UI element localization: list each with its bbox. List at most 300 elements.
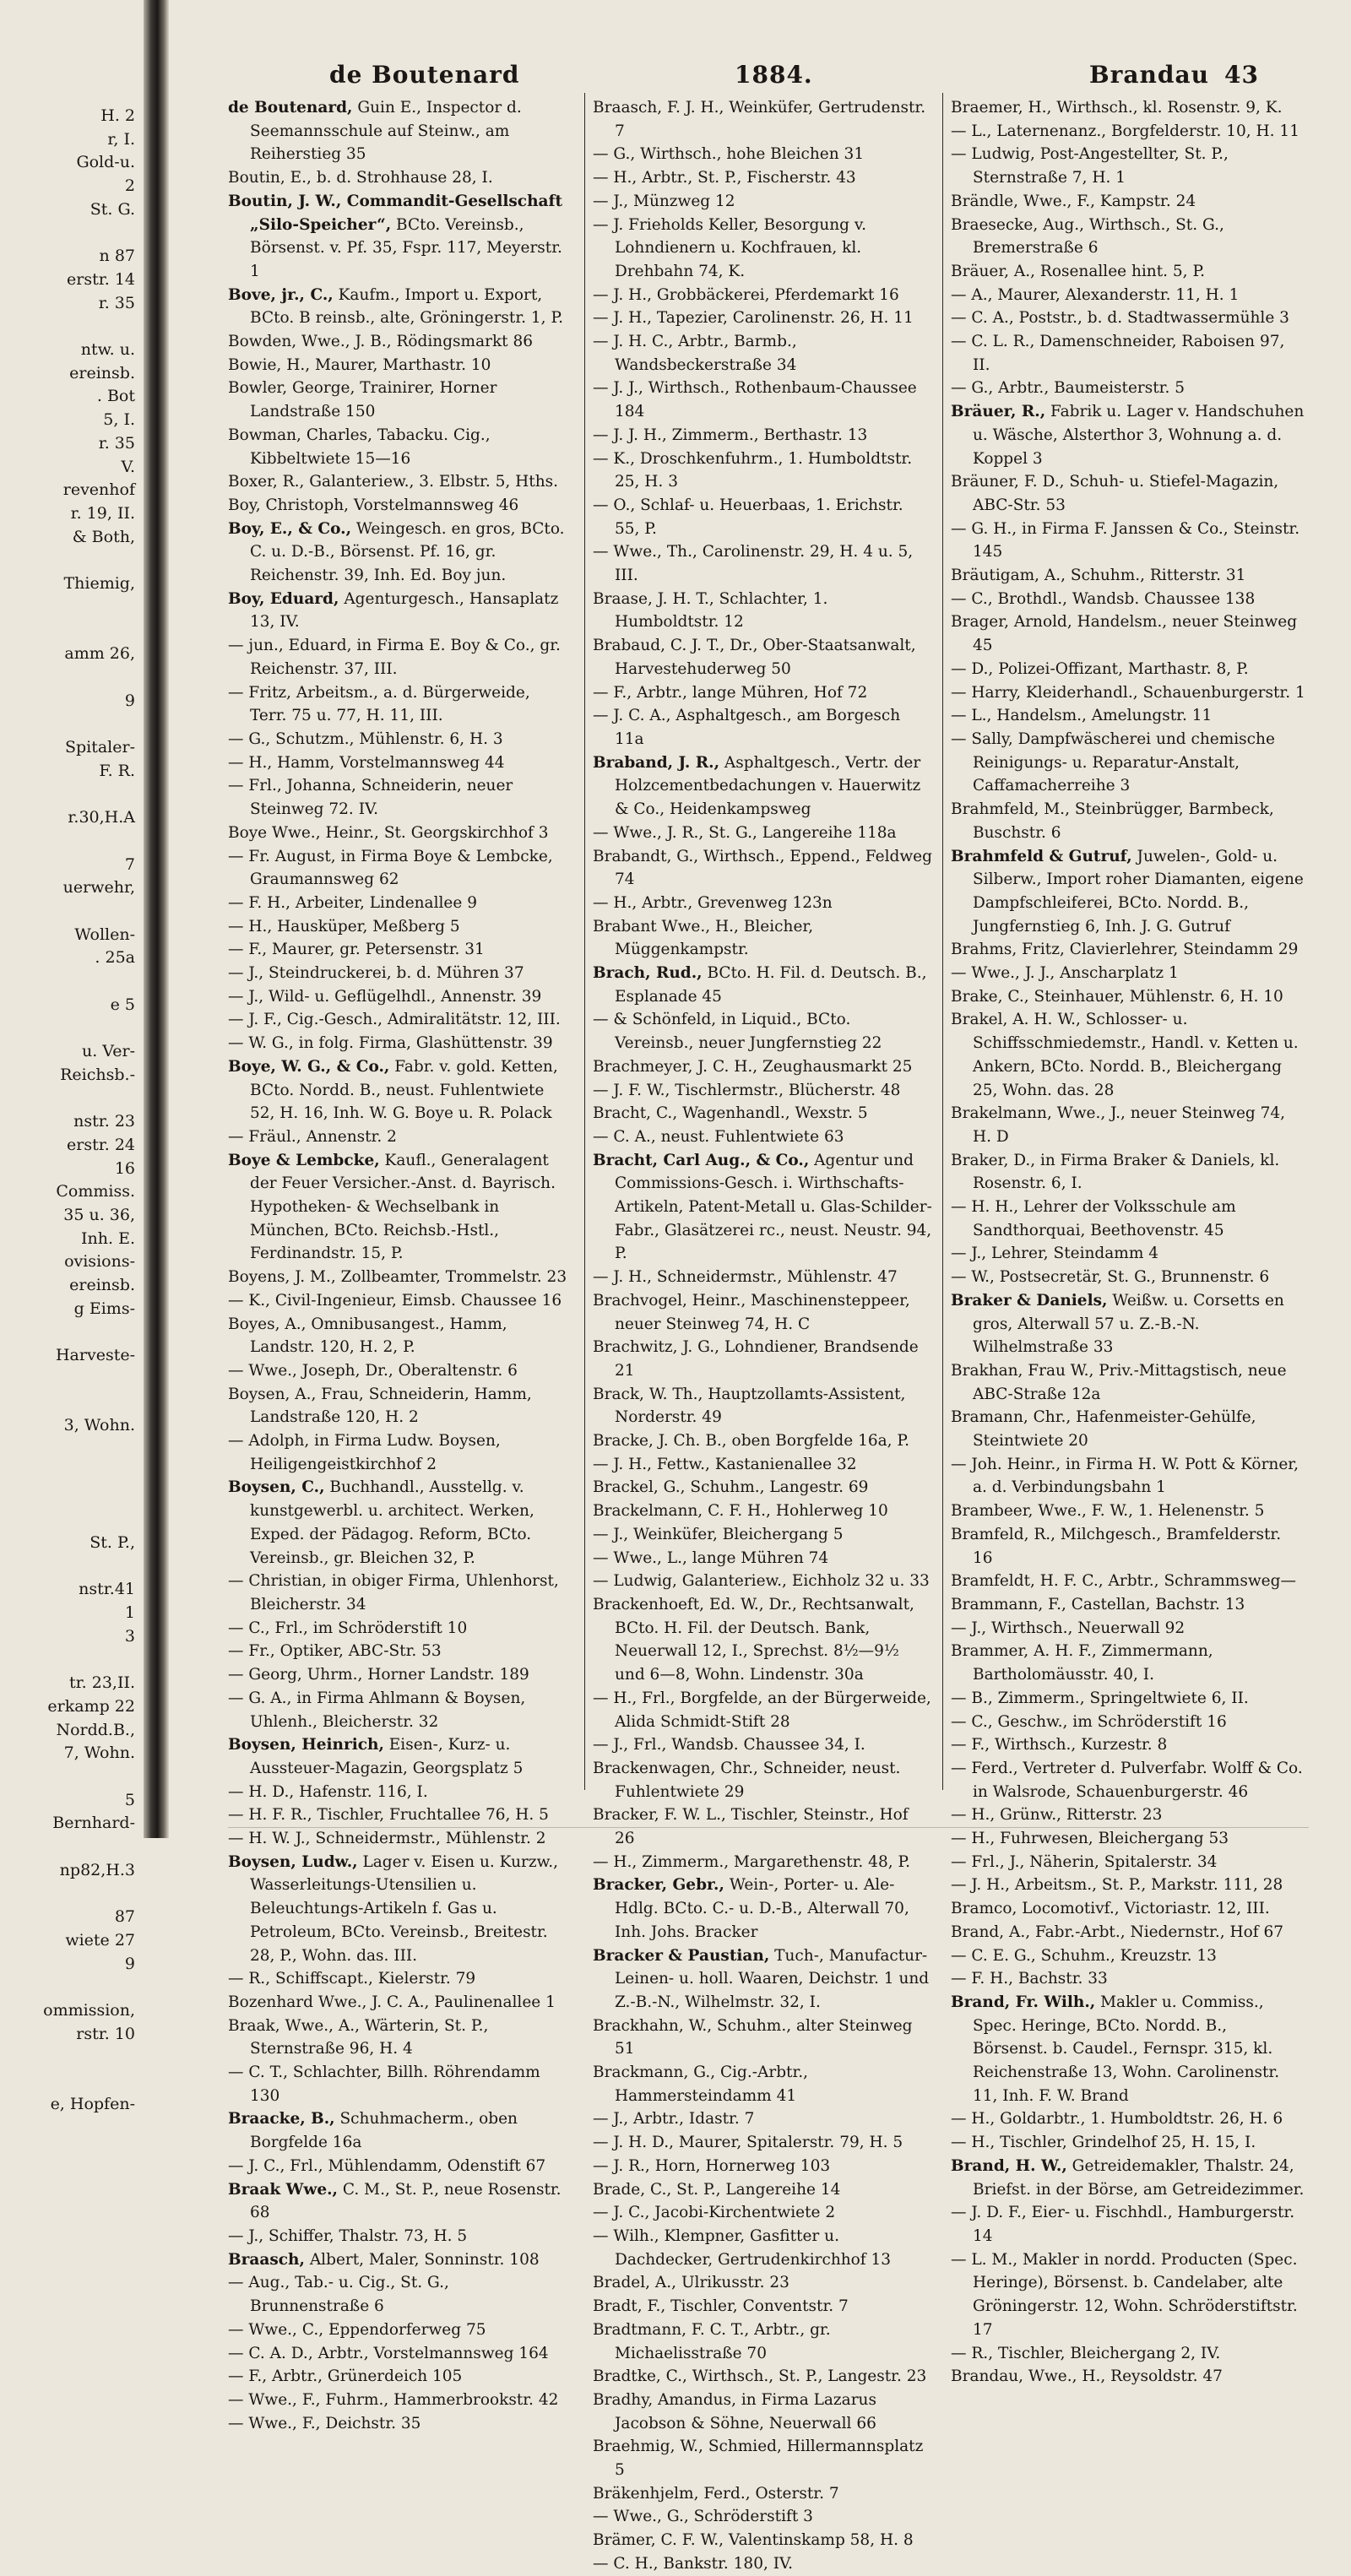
entry-heading: Braak Wwe., bbox=[228, 2180, 338, 2199]
entry-text: — J. R., Horn, Hornerweg 103 bbox=[593, 2156, 831, 2175]
directory-entry bbox=[951, 1570, 1305, 1593]
entry-text: Brakelmann, Wwe., J., neuer Steinweg 74, H. D bbox=[951, 1104, 1286, 1146]
directory-entry bbox=[228, 915, 567, 939]
entry-heading: Braband, J. R., bbox=[593, 753, 720, 772]
entry-text: — Wwe., Th., Carolinenstr. 29, H. 4 u. 5, III. bbox=[593, 543, 914, 585]
directory-entry bbox=[228, 1383, 567, 1429]
entry-text: Fabr. v. gold. Ketten, BCto. Nordd. B., neust. Fuhlentwiete 52, H. 16, Inh. W. G. Boye u. R. Polack bbox=[250, 1057, 558, 1123]
entry-text: Bramfeldt, H. F. C., Arbtr., Schrammsweg— bbox=[951, 1572, 1296, 1591]
directory-entry bbox=[951, 658, 1305, 681]
left-fragment-line: 9 bbox=[124, 1954, 135, 1973]
directory-entry bbox=[593, 1102, 932, 1125]
directory-entry bbox=[228, 330, 567, 354]
entry-text: Bowler, George, Trainirer, Horner Landstraße 150 bbox=[228, 379, 497, 421]
directory-entry bbox=[951, 1617, 1305, 1641]
directory-entry bbox=[951, 1991, 1305, 2108]
entry-text: Kaufm., Import u. Export, BCto. B reinsb., alte, Gröningerstr. 1, P. bbox=[250, 285, 564, 328]
left-fragment-line bbox=[0, 2046, 142, 2069]
entry-text: — B., Zimmerm., Springeltwiete 6, II. bbox=[951, 1689, 1249, 1707]
directory-entry bbox=[951, 728, 1305, 798]
directory-entry bbox=[593, 892, 932, 915]
entry-text: Bowman, Charles, Tabacku. Cig., Kibbeltwiete 15—16 bbox=[228, 426, 491, 468]
entry-heading: Boysen, Ludw., bbox=[228, 1852, 358, 1871]
directory-entry bbox=[228, 774, 567, 821]
directory-entry bbox=[228, 728, 567, 751]
directory-entry bbox=[228, 1055, 567, 1125]
entry-heading: Boutin, J. W., Commandit-Gesellschaft „Silo-Speicher“, bbox=[228, 192, 563, 234]
entry-text: Getreidemakler, Thalstr. 24, Briefst. in der Börse, am Getreidezimmer. bbox=[973, 2156, 1305, 2199]
entry-text: Brammann, F., Castellan, Bachstr. 13 bbox=[951, 1596, 1245, 1613]
entry-text: — J. H., Fettw., Kastanienallee 32 bbox=[593, 1455, 857, 1473]
entry-text: — H. W. J., Schneidermstr., Mühlenstr. 2 bbox=[228, 1830, 546, 1848]
entry-text: — Wwe., F., Deichstr. 35 bbox=[228, 2414, 421, 2432]
directory-entry bbox=[228, 1266, 567, 1289]
column-rule bbox=[942, 93, 943, 1790]
entry-text: — G., Wirthsch., hohe Bleichen 31 bbox=[593, 145, 865, 164]
entry-text: — G., Arbtr., Baumeisterstr. 5 bbox=[951, 379, 1186, 398]
entry-text: Brackel, G., Schuhm., Langestr. 69 bbox=[593, 1478, 869, 1497]
directory-entry bbox=[228, 1663, 567, 1687]
directory-entry bbox=[951, 1266, 1305, 1289]
directory-entry bbox=[228, 588, 567, 634]
directory-entry bbox=[593, 681, 932, 705]
entry-text: — F., Wirthsch., Kurzestr. 8 bbox=[951, 1736, 1168, 1754]
left-fragment-line: 5, I. bbox=[103, 410, 135, 430]
directory-entry bbox=[593, 2107, 932, 2131]
directory-entry bbox=[951, 1967, 1305, 1991]
entry-text: Boxer, R., Galanteriew., 3. Elbstr. 5, Hths. bbox=[228, 473, 558, 491]
entry-text: — Adolph, in Firma Ludw. Boysen, Heiligengeistkirchhof 2 bbox=[228, 1432, 501, 1473]
directory-entry bbox=[228, 634, 567, 681]
directory-entry bbox=[228, 1617, 567, 1641]
directory-entry bbox=[951, 2107, 1305, 2131]
directory-entry bbox=[228, 681, 567, 728]
left-fragment-line: ommission, bbox=[43, 2000, 135, 2020]
directory-entry bbox=[593, 190, 932, 214]
left-fragment-line: Thiemig, bbox=[63, 574, 135, 594]
entry-text: — C. H., Bankstr. 180, IV. bbox=[593, 2554, 794, 2573]
left-fragment-line: . 25a bbox=[95, 948, 135, 968]
entry-text: Braasch, F. J. H., Weinküfer, Gertrudenstr. 7 bbox=[593, 99, 926, 140]
directory-entry bbox=[593, 2061, 932, 2107]
directory-entry bbox=[951, 518, 1305, 564]
directory-entry bbox=[593, 1079, 932, 1103]
entry-text: — J., Frl., Wandsb. Chaussee 34, I. bbox=[593, 1736, 865, 1754]
directory-entry bbox=[593, 1453, 932, 1477]
directory-entry bbox=[228, 892, 567, 915]
entry-text: Fabrik u. Lager v. Handschuhen u. Wäsche, Alsterthor 3, Wohnung a. d. Koppel 3 bbox=[973, 403, 1305, 468]
left-fragment-line: 16 bbox=[114, 1158, 135, 1178]
directory-entry bbox=[951, 1944, 1305, 1968]
directory-entry bbox=[951, 1196, 1305, 1242]
entry-text: — J. H. C., Arbtr., Barmb., Wandsbeckerstraße 34 bbox=[593, 333, 797, 374]
entry-text: Bozenhard Wwe., J. C. A., Paulinenallee 1 bbox=[228, 1993, 556, 2011]
entry-text: — J. H. D., Maurer, Spitalerstr. 79, H. 5 bbox=[593, 2134, 903, 2152]
entry-text: — J., Arbtr., Idastr. 7 bbox=[593, 2110, 755, 2129]
entry-text: — Wwe., F., Fuhrm., Hammerbrookstr. 42 bbox=[228, 2390, 559, 2409]
entry-text: Bowden, Wwe., J. B., Rödingsmarkt 86 bbox=[228, 333, 534, 351]
directory-entry bbox=[951, 588, 1305, 611]
entry-text: — C. T., Schlachter, Billh. Röhrendamm 130 bbox=[228, 2064, 540, 2105]
entry-text: Brakel, A. H. W., Schlosser- u. Schiffsschmiedemstr., Handl. v. Ketten u. Ankern, BCto. Nordd. B., Bleichergang 25, Wohn. das. 28 bbox=[951, 1011, 1299, 1099]
left-fragment-line bbox=[0, 1976, 142, 1999]
entry-text: — C. A., Poststr., b. d. Stadtwassermühle 3 bbox=[951, 309, 1289, 328]
left-fragment-line: r. 35 bbox=[98, 433, 135, 453]
entry-text: Bradtmann, F. C. T., Arbtr., gr. Michaelisstraße 70 bbox=[593, 2320, 831, 2362]
directory-entry bbox=[951, 1757, 1305, 1803]
directory-entry bbox=[593, 2155, 932, 2178]
directory-entry bbox=[228, 2389, 567, 2412]
directory-entry bbox=[951, 2155, 1305, 2201]
left-fragment-line: 2 bbox=[124, 176, 135, 196]
directory-entry bbox=[228, 938, 567, 962]
entry-text: Boyes, A., Omnibusangest., Hamm, Landstr. 120, H. 2, P. bbox=[228, 1315, 507, 1357]
page-number: 43 bbox=[1224, 61, 1259, 89]
directory-entry bbox=[228, 1570, 567, 1616]
left-fragment-line: Wollen- bbox=[74, 925, 135, 944]
directory-entry bbox=[593, 2482, 932, 2506]
entry-text: Boye Wwe., Heinr., St. Georgskirchhof 3 bbox=[228, 823, 549, 842]
entry-text: — R., Schiffscapt., Kielerstr. 79 bbox=[228, 1970, 476, 1988]
entry-text: — L., Laternenanz., Borgfelderstr. 10, H. 11 bbox=[951, 122, 1299, 140]
directory-entry bbox=[593, 1383, 932, 1429]
entry-text: Bowie, H., Maurer, Marthastr. 10 bbox=[228, 355, 491, 374]
entry-text: Brackelmann, C. F. H., Hohlerweg 10 bbox=[593, 1502, 888, 1521]
entry-text: — J., Wild- u. Geflügelhdl., Annenstr. 39 bbox=[228, 987, 542, 1006]
directory-entry bbox=[951, 1359, 1305, 1406]
entry-text: — Frl., Johanna, Schneiderin, neuer Steinweg 72. IV. bbox=[228, 777, 513, 819]
left-fragment-line bbox=[0, 549, 142, 572]
left-fragment-line bbox=[0, 900, 142, 924]
directory-entry bbox=[228, 1803, 567, 1827]
left-fragment-line: tr. 23,II. bbox=[69, 1673, 135, 1693]
entry-text: Brabandt, G., Wirthsch., Eppend., Feldweg 74 bbox=[593, 847, 932, 889]
entry-text: — J. H., Grobbäckerei, Pferdemarkt 16 bbox=[593, 285, 899, 304]
entry-text: — J., Steindruckerei, b. d. Mühren 37 bbox=[228, 964, 524, 983]
entry-heading: Bracker, Gebr., bbox=[593, 1876, 724, 1895]
directory-entry bbox=[951, 1711, 1305, 1734]
left-fragment-line bbox=[0, 1765, 142, 1789]
entry-text: — C., Brothdl., Wandsb. Chaussee 138 bbox=[951, 589, 1256, 608]
directory-entry bbox=[228, 2412, 567, 2436]
left-fragment-line: r.30,H.A bbox=[68, 808, 135, 827]
directory-entry bbox=[228, 284, 567, 330]
left-fragment-line: Nordd.B., bbox=[56, 1720, 135, 1739]
directory-entry bbox=[951, 1242, 1305, 1266]
entry-heading: Boysen, C., bbox=[228, 1478, 325, 1497]
left-fragment-line bbox=[0, 970, 142, 994]
directory-entry bbox=[593, 1149, 932, 1266]
entry-text: — Wwe., L., lange Mühren 74 bbox=[593, 1548, 829, 1567]
entry-heading: Boy, Eduard, bbox=[228, 589, 339, 608]
entry-text: — & Schönfeld, in Liquid., BCto. Vereinsb., neuer Jungfernstieg 22 bbox=[593, 1011, 882, 1053]
entry-text: — H. H., Lehrer der Volksschule am Sandthorquai, Beethovenstr. 45 bbox=[951, 1198, 1236, 1239]
entry-heading: Bove, jr., C., bbox=[228, 285, 334, 304]
directory-entry bbox=[593, 704, 932, 751]
entry-text: — J. C., Jacobi-Kirchentwiete 2 bbox=[593, 2204, 836, 2222]
entry-heading: Braacke, B., bbox=[228, 2110, 335, 2129]
entry-text: Brahmfeld, M., Steinbrügger, Barmbeck, Buschstr. 6 bbox=[951, 800, 1274, 842]
entry-text: Boyens, J. M., Zollbeamter, Trommelstr. 23 bbox=[228, 1268, 567, 1287]
entry-text: Weißw. u. Corsetts en gros, Alterwall 57 u. Z.-B.-N. Wilhelmstraße 33 bbox=[973, 1291, 1284, 1357]
page-gutter bbox=[144, 0, 169, 1838]
entry-text: — H., Grünw., Ritterstr. 23 bbox=[951, 1806, 1163, 1825]
directory-column-3 bbox=[951, 96, 1305, 2386]
entry-text: — jun., Eduard, in Firma E. Boy & Co., gr. Reichenstr. 37, III. bbox=[228, 637, 561, 678]
left-fragment-line: r. 35 bbox=[98, 293, 135, 312]
directory-entry bbox=[951, 260, 1305, 284]
directory-entry bbox=[951, 96, 1305, 120]
entry-text: — J. C. A., Asphaltgesch., am Borgesch 11a bbox=[593, 707, 901, 748]
directory-entry bbox=[951, 377, 1305, 400]
directory-entry bbox=[593, 915, 932, 962]
directory-entry bbox=[228, 1476, 567, 1570]
directory-entry bbox=[593, 96, 932, 143]
left-fragment-line bbox=[0, 1555, 142, 1579]
directory-entry bbox=[228, 1733, 567, 1780]
directory-entry bbox=[951, 704, 1305, 728]
left-fragment-line: r, I. bbox=[107, 129, 135, 149]
left-fragment-line: nstr.41 bbox=[79, 1580, 135, 1599]
left-fragment-line: 35 u. 36, bbox=[63, 1206, 135, 1225]
directory-entry bbox=[228, 2248, 567, 2272]
left-fragment-line: 7, Wohn. bbox=[63, 1744, 135, 1763]
entry-text: Lager v. Eisen u. Kurzw., Wasserleitungs-Utensilien u. Beleuchtungs-Artikeln f. Gas u. Petroleum, BCto. Vereinsb., Breitestr. 28, P., Wohn. das. III. bbox=[250, 1852, 558, 1965]
entry-text: — J., Lehrer, Steindamm 4 bbox=[951, 1245, 1159, 1263]
entry-text: — D., Polizei-Offizant, Marthastr. 8, P. bbox=[951, 659, 1249, 678]
entry-text: — Wwe., J. R., St. G., Langereihe 118a bbox=[593, 823, 897, 842]
entry-text: — C. A., neust. Fuhlentwiete 63 bbox=[593, 1127, 844, 1146]
entry-text: — G. H., in Firma F. Janssen & Co., Steinstr. 145 bbox=[951, 519, 1300, 561]
directory-entry bbox=[228, 2225, 567, 2248]
directory-entry bbox=[951, 2131, 1305, 2155]
entry-heading: Brand, H. W., bbox=[951, 2156, 1067, 2175]
directory-entry bbox=[951, 610, 1305, 657]
directory-entry bbox=[951, 1406, 1305, 1452]
directory-entry bbox=[228, 1827, 567, 1851]
left-fragment-line: ereinsb. bbox=[69, 363, 135, 382]
directory-entry bbox=[593, 330, 932, 377]
entry-text: Brambeer, Wwe., F. W., 1. Helenenstr. 5 bbox=[951, 1502, 1265, 1521]
entry-text: Bradt, F., Tischler, Conventstr. 7 bbox=[593, 2297, 849, 2316]
left-fragment-line: wiete 27 bbox=[65, 1930, 135, 1950]
left-fragment-line: g Eims- bbox=[73, 1299, 135, 1318]
entry-text: Boysen, A., Frau, Schneiderin, Hamm, Landstraße 120, H. 2 bbox=[228, 1385, 532, 1427]
entry-text: Bräuner, F. D., Schuh- u. Stiefel-Magazin, ABC-Str. 53 bbox=[951, 473, 1279, 514]
directory-entry bbox=[228, 2155, 567, 2178]
left-fragment-line: erkamp 22 bbox=[47, 1696, 135, 1716]
entry-text: Braker, D., in Firma Braker & Daniels, kl. Rosenstr. 6, I. bbox=[951, 1151, 1280, 1193]
directory-entry bbox=[593, 284, 932, 307]
directory-entry bbox=[228, 2107, 567, 2154]
entry-text: — Joh. Heinr., in Firma H. W. Pott & Körner, a. d. Verbindungsbahn 1 bbox=[951, 1455, 1299, 1497]
entry-text: — J. J. H., Zimmerm., Berthastr. 13 bbox=[593, 426, 868, 444]
entry-text: — F. H., Bachstr. 33 bbox=[951, 1970, 1108, 1988]
directory-entry bbox=[593, 845, 932, 892]
entry-text: Bracht, C., Wagenhandl., Wexstr. 5 bbox=[593, 1104, 868, 1123]
entry-text: — W. G., in folg. Firma, Glashüttenstr. 39 bbox=[228, 1034, 553, 1053]
directory-entry bbox=[228, 424, 567, 470]
directory-column-2 bbox=[593, 96, 932, 2573]
entry-heading: Bräuer, R., bbox=[951, 403, 1046, 421]
directory-entry bbox=[228, 1289, 567, 1313]
directory-entry bbox=[228, 751, 567, 775]
left-fragment-line: 87 bbox=[114, 1907, 135, 1927]
entry-text: — K., Droschkenfuhrm., 1. Humboldtstr. 25, H. 3 bbox=[593, 449, 913, 491]
directory-entry bbox=[951, 330, 1305, 377]
entry-text: BCto. H. Fil. d. Deutsch. B., Esplanade 45 bbox=[615, 964, 927, 1006]
entry-text: Wein-, Porter- u. Ale-Hdlg. BCto. C.- u. D.-B., Alterwall 70, Inh. Johs. Bracker bbox=[615, 1876, 909, 1941]
left-fragment-line: Reichsb.- bbox=[60, 1065, 135, 1084]
directory-entry bbox=[228, 2318, 567, 2342]
left-fragment-line bbox=[0, 2069, 142, 2093]
directory-entry bbox=[951, 1733, 1305, 1757]
entry-text: Brackenhoeft, Ed. W., Dr., Rechtsanwalt, BCto. H. Fil. der Deutsch. Bank, Neuerwall 12, I., Sprechst. 8½—9½ und 6—8, Wohn. Lindenstr. 30a bbox=[593, 1596, 914, 1684]
entry-heading: Boye, W. G., & Co., bbox=[228, 1057, 390, 1076]
left-fragment-line: St. G. bbox=[90, 199, 135, 219]
entry-text: — H. F. R., Tischler, Fruchtallee 76, H. 5 bbox=[228, 1806, 549, 1825]
entry-text: Braehmig, W., Schmied, Hillermannsplatz 5 bbox=[593, 2438, 924, 2480]
directory-entry bbox=[951, 985, 1305, 1009]
entry-text: — H., Fuhrwesen, Bleichergang 53 bbox=[951, 1830, 1229, 1848]
directory-entry bbox=[593, 962, 932, 1008]
entry-text: Kaufl., Generalagent der Feuer Versicher.-Anst. d. Bayrisch. Hypotheken- & Wechselbank in München, BCto. Reichsb.-Hstl., Ferdinandstr. 15, P. bbox=[250, 1151, 556, 1263]
directory-entry bbox=[593, 588, 932, 634]
directory-entry bbox=[593, 634, 932, 681]
left-fragment-line: F. R. bbox=[99, 761, 135, 780]
entry-text: Braase, J. H. T., Schlachter, 1. Humboldtstr. 12 bbox=[593, 589, 828, 632]
entry-text: Brabant Wwe., H., Bleicher, Müggenkampstr. bbox=[593, 917, 814, 959]
left-page-fragment bbox=[0, 34, 142, 2113]
entry-text: Bradtke, C., Wirthsch., St. P., Langestr. 23 bbox=[593, 2367, 927, 2386]
entry-text: — F., Maurer, gr. Petersenstr. 31 bbox=[228, 941, 485, 959]
left-fragment-line bbox=[0, 315, 142, 339]
directory-entry bbox=[593, 1008, 932, 1055]
directory-entry bbox=[228, 377, 567, 423]
entry-text: — C. A. D., Arbtr., Vorstelmannsweg 164 bbox=[228, 2344, 549, 2362]
entry-heading: Boy, E., & Co., bbox=[228, 519, 352, 538]
left-fragment-line: H. 2 bbox=[100, 106, 135, 125]
entry-text: — Wwe., J. J., Anscharplatz 1 bbox=[951, 964, 1179, 983]
directory-entry bbox=[593, 1266, 932, 1289]
directory-entry bbox=[951, 400, 1305, 470]
directory-entry bbox=[593, 1570, 932, 1593]
entry-text: — Fr. August, in Firma Boye & Lembcke, Graumannsweg 62 bbox=[228, 847, 553, 889]
directory-entry bbox=[228, 1687, 567, 1733]
directory-entry bbox=[593, 2201, 932, 2225]
directory-entry bbox=[951, 2365, 1305, 2389]
directory-entry bbox=[593, 1944, 932, 2015]
directory-entry bbox=[228, 96, 567, 166]
left-fragment-line bbox=[0, 1017, 142, 1040]
left-fragment-line: St. P., bbox=[90, 1532, 135, 1552]
entry-text: Brabaud, C. J. T., Dr., Ober-Staatsanwalt, Harvestehuderweg 50 bbox=[593, 637, 916, 678]
entry-text: Juwelen-, Gold- u. Silberw., Import roher Diamanten, eigene Dampfschleiferei, BCto. Nordd. B., Jungfernstieg 6, Inh. J. G. Gutruf bbox=[973, 847, 1304, 935]
directory-entry bbox=[951, 143, 1305, 189]
directory-entry bbox=[951, 1593, 1305, 1617]
entry-text: Brachmeyer, J. C. H., Zeughausmarkt 25 bbox=[593, 1057, 913, 1076]
directory-entry bbox=[951, 190, 1305, 214]
entry-text: — C. E. G., Schuhm., Kreuzstr. 13 bbox=[951, 1946, 1217, 1965]
directory-entry bbox=[593, 2505, 932, 2529]
header-left-catchword: de Boutenard bbox=[329, 61, 520, 89]
directory-entry bbox=[593, 1336, 932, 1382]
left-fragment-line: ovisions- bbox=[64, 1252, 135, 1272]
directory-entry bbox=[593, 540, 932, 587]
directory-entry bbox=[228, 470, 567, 494]
left-fragment-line: Commiss. bbox=[56, 1182, 135, 1201]
left-fragment-line: u. Ver- bbox=[81, 1042, 135, 1061]
directory-entry bbox=[593, 1289, 932, 1336]
entry-text: Bramco, Locomotivf., Victoriastr. 12, III. bbox=[951, 1900, 1270, 1918]
entry-text: Brand, A., Fabr.-Arbt., Niedernstr., Hof 67 bbox=[951, 1923, 1284, 1941]
entry-heading: Brach, Rud., bbox=[593, 964, 703, 983]
entry-text: Bräuer, A., Rosenallee hint. 5, P. bbox=[951, 262, 1206, 280]
directory-entry bbox=[951, 1453, 1305, 1500]
page-header bbox=[228, 61, 1259, 95]
entry-text: Boutin, E., b. d. Strohhause 28, I. bbox=[228, 169, 493, 187]
directory-entry bbox=[593, 1523, 932, 1547]
left-fragment-line bbox=[0, 1836, 142, 1859]
entry-text: Bräutigam, A., Schuhm., Ritterstr. 31 bbox=[951, 567, 1246, 585]
directory-entry bbox=[951, 798, 1305, 844]
directory-entry bbox=[951, 1640, 1305, 1686]
directory-entry bbox=[951, 962, 1305, 985]
left-fragment-line: erstr. 14 bbox=[67, 269, 135, 289]
directory-entry bbox=[228, 1991, 567, 2015]
entry-text: Brack, W. Th., Hauptzollamts-Assistent, Norderstr. 49 bbox=[593, 1385, 906, 1427]
directory-entry bbox=[593, 306, 932, 330]
directory-entry bbox=[951, 845, 1305, 939]
entry-text: — G., Schutzm., Mühlenstr. 6, H. 3 bbox=[228, 729, 503, 748]
entry-text: Braesecke, Aug., Wirthsch., St. G., Bremerstraße 6 bbox=[951, 215, 1224, 258]
entry-text: — Harry, Kleiderhandl., Schauenburgerstr. 1 bbox=[951, 683, 1305, 702]
left-fragment-line bbox=[0, 1484, 142, 1508]
left-fragment-line bbox=[0, 1882, 142, 1906]
entry-text: — H., Zimmerm., Margarethenstr. 48, P. bbox=[593, 1852, 911, 1871]
directory-entry bbox=[951, 2248, 1305, 2342]
directory-entry bbox=[951, 306, 1305, 330]
directory-entry bbox=[593, 447, 932, 494]
directory-entry bbox=[593, 377, 932, 423]
entry-text: Brachvogel, Heinr., Maschinensteppeer, neuer Steinweg 74, H. C bbox=[593, 1291, 910, 1333]
directory-entry bbox=[228, 2271, 567, 2318]
entry-text: — C., Frl., im Schröderstift 10 bbox=[228, 1619, 468, 1637]
directory-entry bbox=[228, 2342, 567, 2366]
entry-text: — H., Goldarbtr., 1. Humboldtstr. 26, H. 6 bbox=[951, 2110, 1283, 2129]
directory-entry bbox=[593, 214, 932, 284]
directory-entry bbox=[593, 2131, 932, 2155]
entry-text: — Aug., Tab.- u. Cig., St. G., Brunnenstraße 6 bbox=[228, 2274, 449, 2316]
entry-text: — H., Hamm, Vorstelmannsweg 44 bbox=[228, 753, 505, 772]
left-fragment-line bbox=[0, 713, 142, 736]
directory-entry bbox=[228, 1313, 567, 1359]
entry-text: Brackenwagen, Chr., Schneider, neust. Fuhlentwiete 29 bbox=[593, 1759, 901, 1801]
entry-text: — C., Geschw., im Schröderstift 16 bbox=[951, 1712, 1227, 1731]
directory-entry bbox=[951, 2201, 1305, 2248]
entry-text: Albert, Maler, Sonninstr. 108 bbox=[304, 2250, 540, 2269]
entry-text: — J., Münzweg 12 bbox=[593, 192, 735, 210]
entry-text: — J. H., Tapezier, Carolinenstr. 26, H. 11 bbox=[593, 309, 914, 328]
directory-entry bbox=[228, 2365, 567, 2389]
left-fragment-line bbox=[0, 1321, 142, 1345]
entry-text: Braemer, H., Wirthsch., kl. Rosenstr. 9, K. bbox=[951, 99, 1283, 117]
left-fragment-line: 9 bbox=[124, 691, 135, 710]
directory-entry bbox=[593, 2271, 932, 2295]
directory-entry bbox=[951, 1523, 1305, 1570]
entry-text: — Fr., Optiker, ABC-Str. 53 bbox=[228, 1642, 442, 1661]
entry-text: Bradel, A., Ulrikusstr. 23 bbox=[593, 2274, 789, 2292]
